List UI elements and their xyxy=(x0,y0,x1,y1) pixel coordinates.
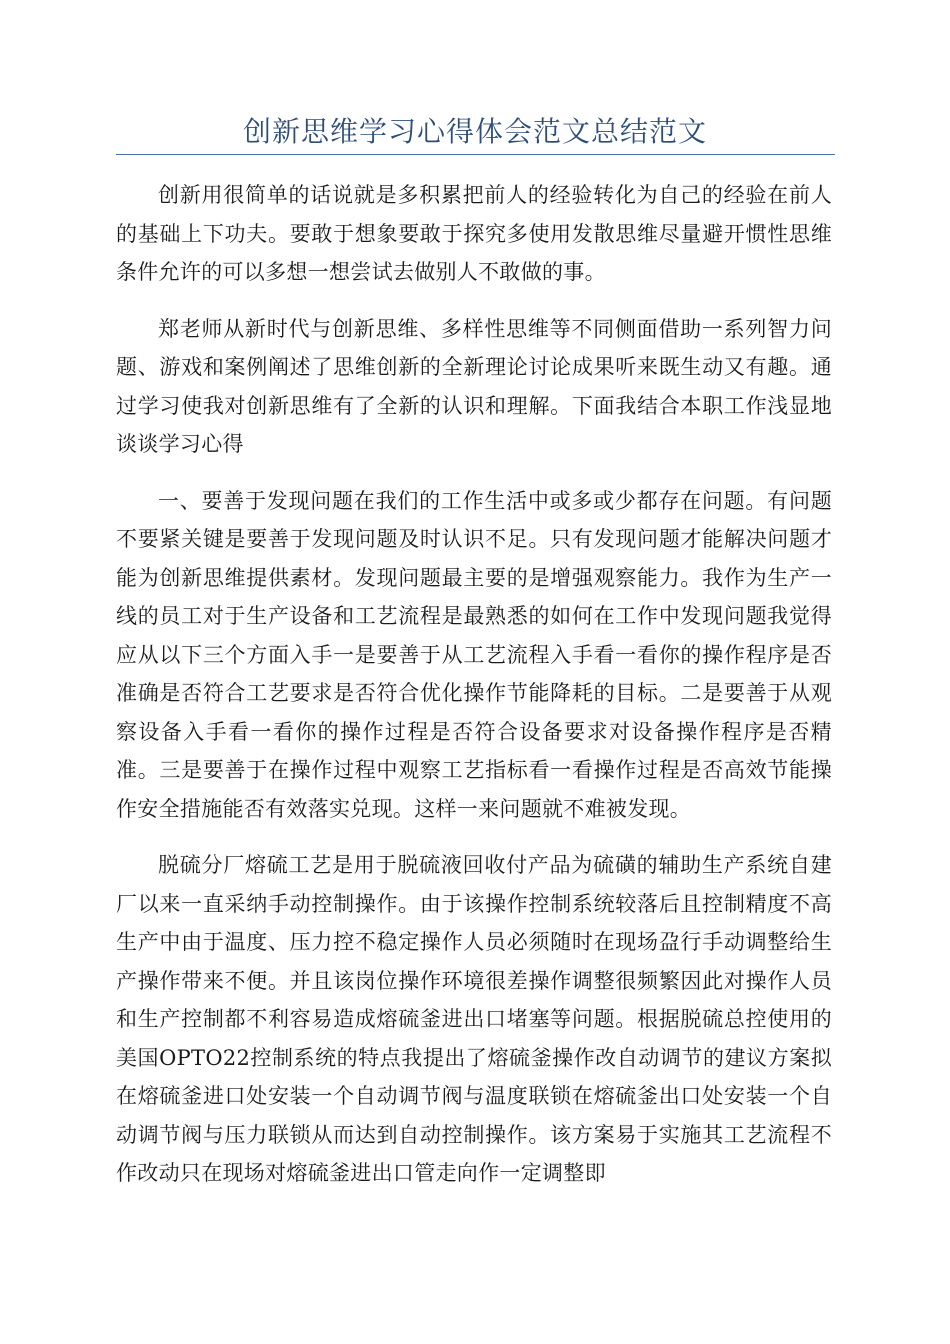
paragraph-4: 脱硫分厂熔硫工艺是用于脱硫液回收付产品为硫磺的辅助生产系统自建厂以来一直采纳手动控制操作。由于该操作控制系统较落后且控制精度不高生产中由于温度、压力控不稳定操作人员必须随时在现场盁行手动调整给生产操作带来不便。并且该岗位操作环境很差操作调整很频繁因此对操作人员和生产控制都不利容易造成熔硫釜进出口堵塞等问题。根据脱硫总控使用的美国OPTO22控制系统的特点我提出了熔硫釜操作改自动调节的建议方案拟在熔硫釜进口处安装一个自动调节阀与温度联锁在熔硫釜出口处安装一个自动调节阀与压力联锁从而达到自动控制操作。该方案易于实施其工艺流程不作改动只在现场对熔硫釜进出口管走向作一定调整即 xyxy=(116,853,832,1185)
document-title: 创新思维学习心得体会范文总结范文 xyxy=(242,115,707,148)
title-underline xyxy=(116,154,835,155)
paragraph-3: 一、要善于发现问题在我们的工作生活中或多或少都存在问题。有问题不要紧关键是要善于发现问题及时认识不足。只有发现问题才能解决问题才能为创新思维提供素材。发现问题最主要的是增强观察能力。我作为生产一线的员工对于生产设备和工艺流程是最熟悉的如何在工作中发现问题我觉得应从以下三个方面入手一是要善于从工艺流程入手看一看你的操作程序是否准确是否符合工艺要求是否符合优化操作节能降耗的目标。二是要善于从观察设备入手看一看你的操作过程是否符合设备要求对设备操作程序是否精准。三是要善于在操作过程中观察工艺指标看一看操作过程是否高效节能操作安全措施能否有效落实兑现。这样一来问题就不难被发现。 xyxy=(116,488,832,821)
paragraph-1: 创新用很简单的话说就是多积累把前人的经验转化为自己的经验在前人的基础上下功夫。要敢于想象要敢于探究多使用发散思维尽量避开惯性思维条件允许的可以多想一想尝试去做别人不敢做的事。 xyxy=(116,183,832,284)
document-body xyxy=(116,176,832,1211)
paragraph-2: 郑老师从新时代与创新思维、多样性思维等不同侧面借助一系列智力问题、游戏和案例阐述了思维创新的全新理论讨论成果听来既生动又有趣。通过学习使我对创新思维有了全新的认识和理解。下面我结合本职工作浅显地谈谈学习心得 xyxy=(116,316,832,456)
